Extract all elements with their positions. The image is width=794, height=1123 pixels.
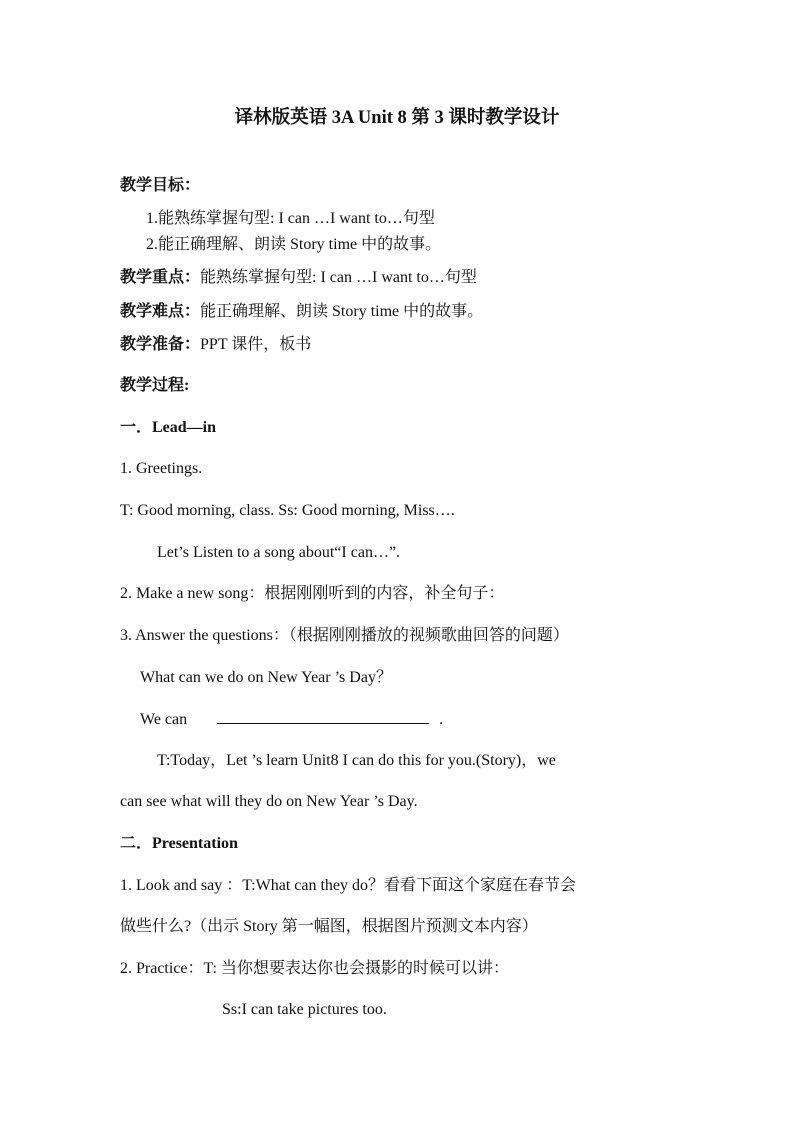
question-line: What can we do on New Year ’s Day？ xyxy=(140,669,392,686)
preparation-label: 教学准备： xyxy=(120,336,201,353)
key-point-text: 能熟练掌握句型: I can …I want to…句型 xyxy=(200,269,477,286)
process-heading: 教学过程: xyxy=(120,377,190,394)
look-and-say-line: 1. Look and say ：T:What can they do？看看下面这个家庭在春节会 xyxy=(120,877,577,894)
we-can-line xyxy=(140,709,443,730)
look-and-say-line-2: 做些什么?（出示 Story 第一幅图，根据图片预测文本内容） xyxy=(120,918,538,935)
document-title: 译林版英语 3A Unit 8 第 3 课时教学设计 xyxy=(234,108,560,128)
objective-item-2: 2.能正确理解、朗读 Story time 中的故事。 xyxy=(146,236,442,253)
key-point-row xyxy=(120,268,477,288)
today-line-1: T:Today，Let ’s learn Unit8 I can do this for you.(Story)，we xyxy=(157,752,556,769)
practice-answer-line: Ss:I can take pictures too. xyxy=(222,1001,387,1018)
good-morning-line: T: Good morning, class. Ss: Good morning, Miss…. xyxy=(120,502,455,519)
today-line-2: can see what will they do on New Year ’s Day. xyxy=(120,793,418,810)
answer-blank xyxy=(217,709,429,724)
we-can-period: . xyxy=(439,711,444,728)
difficulty-row xyxy=(120,302,483,322)
preparation-row xyxy=(120,335,311,355)
objective-item-1: 1.能熟练掌握句型: I can …I want to…句型 xyxy=(146,210,435,227)
preparation-text: PPT 课件，板书 xyxy=(200,336,312,353)
section2-heading: 二．Presentation xyxy=(120,835,238,852)
practice-line: 2. Practice：T: 当你想要表达你也会摄影的时候可以讲： xyxy=(120,960,509,977)
difficulty-text: 能正确理解、朗读 Story time 中的故事。 xyxy=(200,303,484,320)
greetings-line: 1. Greetings. xyxy=(120,460,203,477)
answer-questions-line: 3. Answer the questions：（根据刚刚播放的视频歌曲回答的问题） xyxy=(120,627,569,644)
difficulty-label: 教学难点： xyxy=(120,303,201,320)
key-point-label: 教学重点： xyxy=(120,269,201,286)
we-can-text: We can xyxy=(140,711,188,728)
section1-heading: 一．Lead—in xyxy=(120,419,217,436)
make-song-line: 2. Make a new song：根据刚刚听到的内容，补全句子： xyxy=(120,585,505,602)
listen-song-line: Let’s Listen to a song about“I can…”. xyxy=(157,544,401,561)
objectives-heading: 教学目标： xyxy=(120,177,201,194)
